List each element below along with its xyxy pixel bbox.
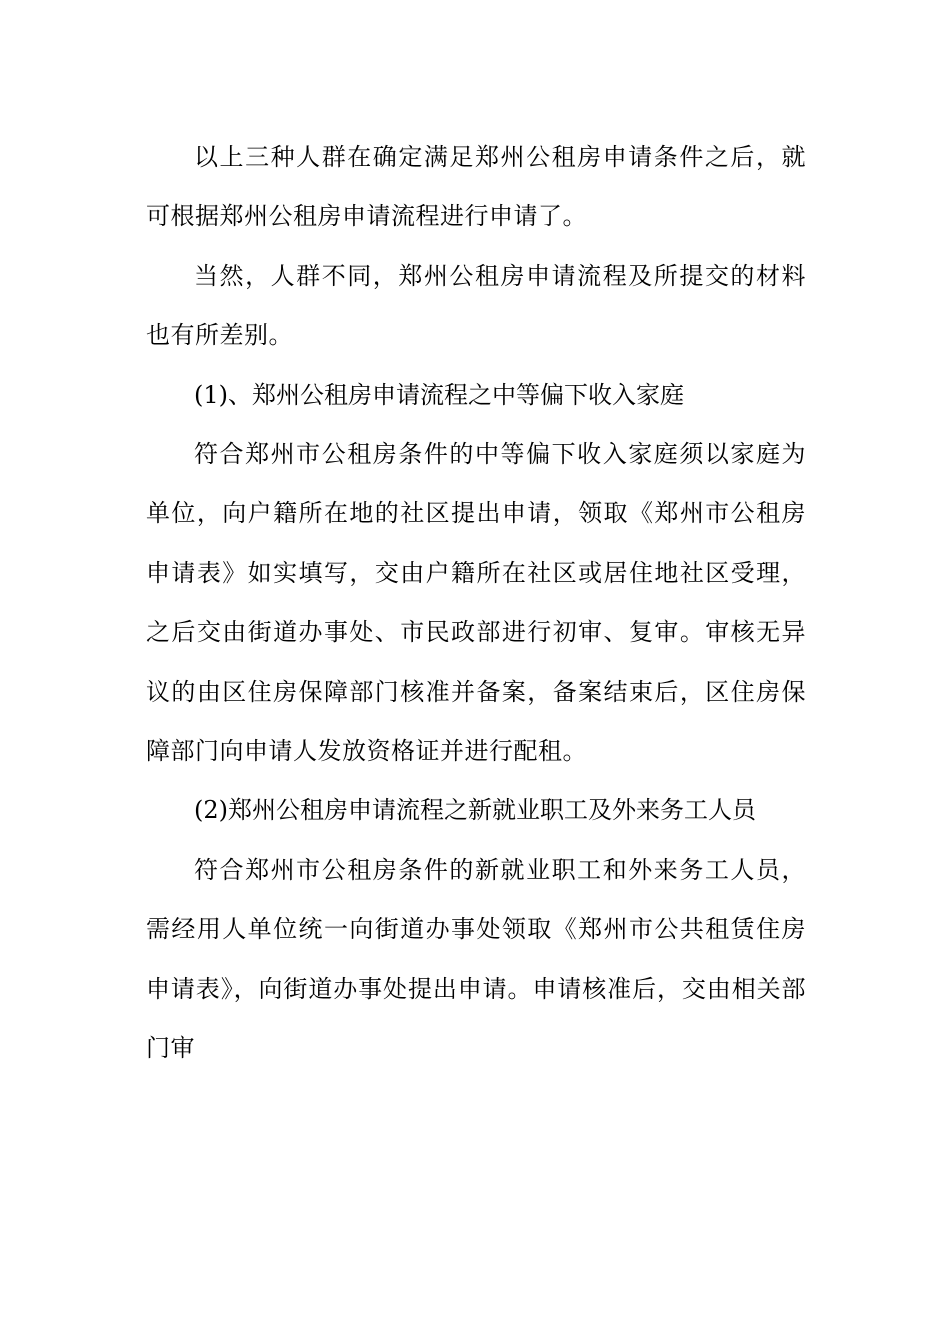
section-heading-1: (1)、郑州公租房申请流程之中等偏下收入家庭 — [194, 380, 684, 409]
paragraph-intro: 以上三种人群在确定满足郑州公租房申请条件之后，就可根据郑州公租房申请流程进行申请了。 — [146, 143, 806, 231]
section-heading-2: (2)郑州公租房申请流程之新就业职工及外来务工人员 — [194, 796, 756, 825]
paragraph-low-income-process: 符合郑州市公租房条件的中等偏下收入家庭须以家庭为单位，向户籍所在地的社区提出申请，领取《郑州市公租房申请表》如实填写，交由户籍所在社区或居住地社区受理，之后交由街道办事处、市民政部进行初审、复审。审核无异议的由区住房保障部门核准并备案，备案结束后，区住房保障部门向申请人发放资格证并进行配租。 — [146, 440, 806, 766]
paragraph-new-employee-process: 符合郑州市公租房条件的新就业职工和外来务工人员，需经用人单位统一向街道办事处领取《郑州市公共租赁住房申请表》，向街道办事处提出申请。申请核准后，交由相关部门审 — [146, 855, 806, 1063]
paragraph-differences: 当然，人群不同，郑州公租房申请流程及所提交的材料也有所差别。 — [146, 261, 806, 350]
